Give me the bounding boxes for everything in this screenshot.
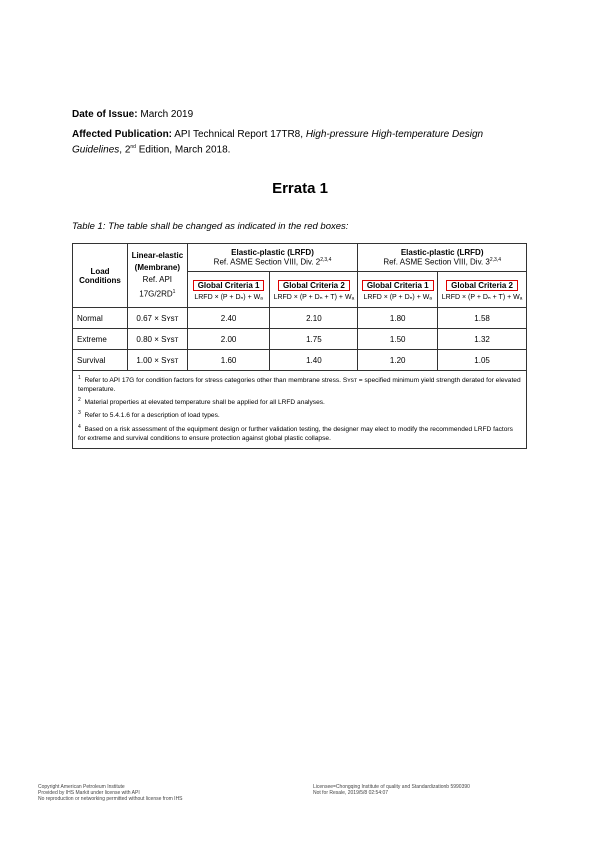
criteria-cell: Global Criteria 1 LRFD × (P + Dₙ) + Wₐ: [187, 272, 270, 308]
value: 1.80: [358, 308, 438, 329]
criteria-cell: Global Criteria 2 LRFD × (P + Dₙ + T) + Wₐ: [438, 272, 527, 308]
value: 1.75: [270, 329, 358, 350]
page-title: Errata 1: [272, 180, 328, 197]
footnote: $^2$ Material properties at elevated temperature shall be applied for all LRFD analyses.: [78, 397, 325, 407]
value: 1.20: [358, 350, 438, 371]
value: 1.40: [270, 350, 358, 371]
table-row: [73, 329, 527, 350]
linear-value: 0.67 × Sʏsᴛ: [127, 308, 187, 329]
criteria-cell: Global Criteria 1 LRFD × (P + Dₙ) + Wₐ: [358, 272, 438, 308]
errata-table: [72, 243, 527, 449]
value: 1.60: [187, 350, 270, 371]
header-linear-elastic: Linear-elastic (Membrane) Ref. API $17G/2RD^1$: [127, 244, 187, 308]
footnote: $^4$ Based on a risk assessment of the equipment design or further validation testing, the designer may elect to modify the recommended LRFD factors for extreme and survival conditions to ensure protection against global plastic collapse.: [78, 423, 513, 442]
condition: Survival: [73, 350, 128, 371]
footer-right: Licensee=Chongqing Institute of quality and Standardizationb 5990390 Not for Resale, 2019/5/8 02:54:07: [313, 784, 470, 796]
header-load-conditions: Load Conditions: [73, 244, 128, 308]
value: 2.40: [187, 308, 270, 329]
condition: Extreme: [73, 329, 128, 350]
table-row: [73, 350, 527, 371]
footnote: $^3$ Refer to 5.4.1.6 for a description of load types.: [78, 410, 220, 420]
condition: Normal: [73, 308, 128, 329]
value: 2.00: [187, 329, 270, 350]
footer-left: Copyright American Petroleum Institute Provided by IHS Markit under license with API No reproduction or networking permitted without license from IHS: [38, 784, 183, 802]
criteria-cell: Global Criteria 2 LRFD × (P + Dₙ + T) + Wₐ: [270, 272, 358, 308]
footnotes: [73, 371, 527, 449]
header-div2: Elastic-plastic (LRFD) Ref. ASME Section VIII, Div. 2$^{2,3,4}$: [187, 244, 358, 272]
table-row: [73, 308, 527, 329]
value: 2.10: [270, 308, 358, 329]
date-of-issue: Date of Issue: March 2019: [72, 109, 194, 120]
affected-publication: Affected Publication: API Technical Report 17TR8, High-pressure High-temperature Design Guidelines, 2nd Edition, March 2018.: [72, 129, 484, 156]
linear-value: 1.00 × Sʏsᴛ: [127, 350, 187, 371]
footnote: $^1$ Refer to API 17G for condition factors for stress categories other than membrane stress. Sʏsᴛ = specified minimum yield strength derated for elevated temperature.: [78, 375, 521, 394]
linear-value: 0.80 × Sʏsᴛ: [127, 329, 187, 350]
value: 1.32: [438, 329, 527, 350]
value: 1.58: [438, 308, 527, 329]
header-div3: Elastic-plastic (LRFD) Ref. ASME Section VIII, Div. 3$^{2,3,4}$: [358, 244, 527, 272]
value: 1.50: [358, 329, 438, 350]
table-caption: Table 1: The table shall be changed as indicated in the red boxes:: [72, 221, 349, 232]
value: 1.05: [438, 350, 527, 371]
